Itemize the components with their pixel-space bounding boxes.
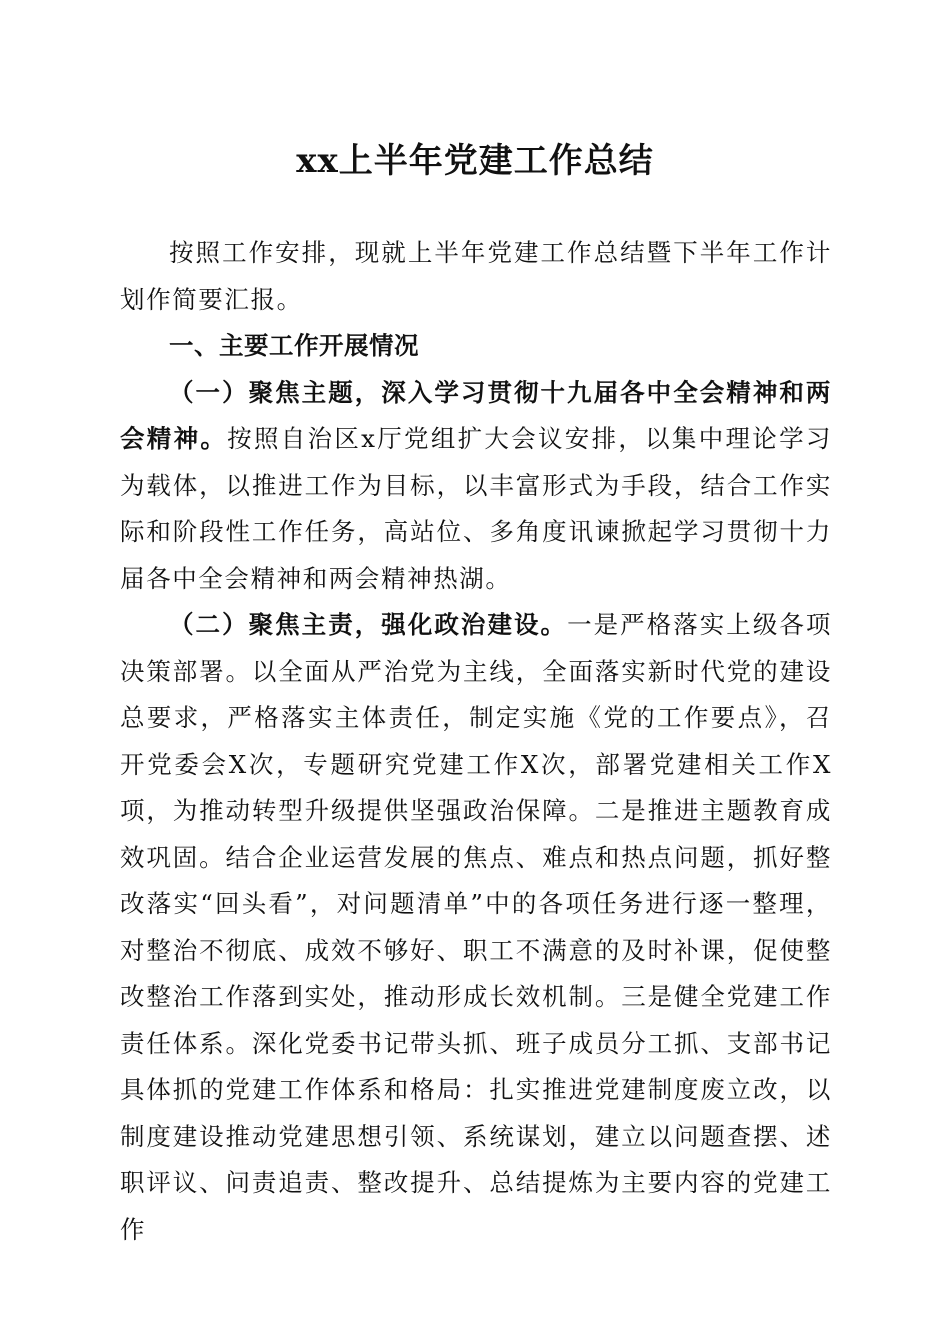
section-heading: 一、主要工作开展情况 — [169, 331, 419, 360]
intro-paragraph: 按照工作安排，现就上半年党建工作总结暨下半年工作计划作简要汇报。 — [120, 238, 832, 314]
item-2-text: 一是严格落实上级各项决策部署。以全面从严治党为主线，全面落实新时代党的建设总要求，严格落实主体责任，制定实施《党的工作要点》，召开党委会X次，专题研究党建工作X次，部署党建相关工作X项，为推动转型升级提供坚强政治保障。二是推进主题教育成效巩固。结合企业运营发展的焦点、难点和热点问题，抓好整改落实“回头看”，对问题清单”中的各项任务进行逐一整理，对整治不彻底、成效不够好、职工不满意的及时补课，促使整改整治工作落到实处，推动形成长效机制。三是健全党建工作责任体系。深化党委书记带头抓、班子成员分工抓、支部书记具体抓的党建工作体系和格局：扎实推进党建制度废立改，以制度建设推动党建思想引领、系统谋划，建立以问题查摆、述职评议、问责追责、整改提升、总结提炼为主要内容的党建工作 — [120, 610, 832, 1244]
item-1-text: 按照自治区x厅党组扩大会议安排，以集中理论学习为载体，以推进工作为目标，以丰富形式为手段，结合工作实际和阶段性工作任务，高站位、多角度讯谏掀起学习贯彻十力届各中全会精神和两会精神热湖。 — [120, 424, 832, 593]
item-1-subheading: （一）聚焦主题，深入学习贯彻十九届各中全会精神和两会精神。 — [120, 377, 832, 453]
item-2-paragraph — [120, 602, 832, 1253]
item-1-paragraph — [120, 370, 832, 603]
item-2-subheading: （二）聚焦主责，强化政治建设。 — [169, 610, 568, 639]
document-body — [120, 230, 832, 1253]
document-title: xx上半年党建工作总结 — [296, 141, 654, 181]
